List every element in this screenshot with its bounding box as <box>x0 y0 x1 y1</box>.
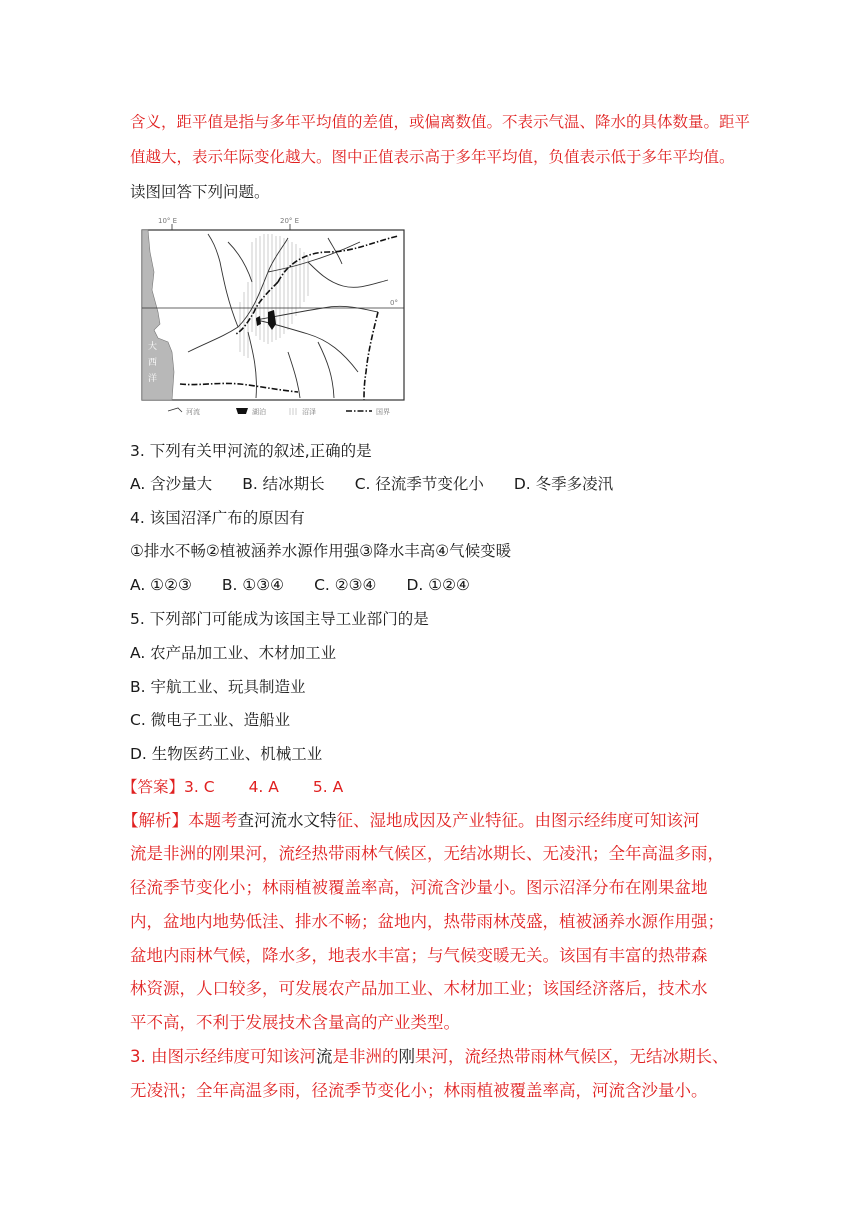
q3-option-a: A. 含沙量大 <box>130 475 213 493</box>
answer-tag: 【答案】 <box>122 778 185 796</box>
q5-option-b: B. 宇航工业、玩具制造业 <box>130 678 306 696</box>
legend-lake: 湖泊 <box>252 408 266 416</box>
answer-5: 5. A <box>312 778 344 796</box>
q3-options <box>130 472 613 496</box>
q5-stem: 5. 下列部门可能成为该国主导工业部门的是 <box>130 610 429 628</box>
q4-stem: 4. 该国沼泽广布的原因有 <box>130 509 305 527</box>
q5-option-a: A. 农产品加工业、木材加工业 <box>130 644 337 662</box>
analysis-line-3: 径流季节变化小；林雨植被覆盖率高，河流含沙量小。图示沼泽分布在刚果盆地 <box>130 878 708 897</box>
q3-option-d: D. 冬季多凌汛 <box>513 475 614 493</box>
reading-prompt: 读图回答下列问题。 <box>130 183 270 201</box>
map-legend <box>168 407 390 416</box>
analysis-text-1c: 征、湿地成因及产业特征。由图示经纬度可知该河 <box>336 811 700 830</box>
analysis-line-5: 盆地内雨林气候，降水多，地表水丰富；与气候变暖无关。该国有丰富的热带森 <box>130 946 708 965</box>
q3-option-b: B. 结冰期长 <box>242 475 325 493</box>
q5-option-c: C. 微电子工业、造船业 <box>130 711 291 729</box>
q4-option-a: A. ①②③ <box>130 576 192 594</box>
analysis-line-4: 内，盆地内地势低洼、排水不畅；盆地内，热带雨林茂盛，植被涵养水源作用强； <box>130 912 724 931</box>
analysis-text-1a: 本题考 <box>188 811 238 830</box>
analysis-tag: 【解析】 <box>122 811 188 830</box>
legend-swamp: 沼泽 <box>302 408 316 416</box>
explain3-text-1a: 3. 由图示经纬度可知该河 <box>130 1047 316 1066</box>
lon-label-20e: 20° E <box>280 217 300 225</box>
ocean-char-3: 洋 <box>148 374 158 384</box>
q3-stem: 3. 下列有关甲河流的叙述,正确的是 <box>130 442 372 460</box>
national-border <box>180 236 398 400</box>
ocean-char-2: 西 <box>148 358 158 368</box>
explain3-text-1e: 果河，流经热带雨林气候区，无结冰期长、 <box>415 1047 729 1066</box>
analysis-line-7: 平不高，不利于发展技术含量高的产业类型。 <box>130 1013 460 1032</box>
analysis-line-1 <box>122 809 700 833</box>
q4-options <box>130 573 470 597</box>
q4-items: ①排水不畅②植被涵养水源作用强③降水丰高④气候变暖 <box>130 542 512 560</box>
intro-line-1: 含义，距平值是指与多年平均值的差值，或偏离数值。不表示气温、降水的具体数量。距平 <box>130 113 751 131</box>
legend-border: 国界 <box>376 408 390 416</box>
q4-option-c: C. ②③④ <box>314 576 377 594</box>
lake-1 <box>268 310 276 330</box>
explain3-line-2: 无凌汛；全年高温多雨，径流季节变化小；林雨植被覆盖率高，河流含沙量小。 <box>130 1081 708 1100</box>
ocean-area <box>142 230 174 400</box>
analysis-text-1b: 查河流水文特 <box>237 811 337 830</box>
intro-line-2: 值越大，表示年际变化越大。图中正值表示高于多年平均值，负值表示低于多年平均值。 <box>130 148 735 166</box>
lon-label-10e: 10° E <box>158 217 178 225</box>
congo-basin-map <box>128 212 410 422</box>
analysis-line-2: 流是非洲的刚果河，流经热带雨林气候区，无结冰期长、无凌汛；全年高温多雨， <box>130 844 724 863</box>
q4-option-d: D. ①②④ <box>406 576 470 594</box>
map-figure <box>128 212 410 422</box>
equator-label: 0° <box>390 299 398 307</box>
answer-4: 4. A <box>248 778 279 796</box>
legend-river: 河流 <box>186 408 200 416</box>
q5-option-d: D. 生物医药工业、机械工业 <box>130 745 323 763</box>
explain3-text-1d: 刚 <box>398 1047 415 1066</box>
explain3-text-1b: 流 <box>316 1047 333 1066</box>
answer-3: 3. C <box>184 778 215 796</box>
analysis-line-6: 林资源，人口较多，可发展农产品加工业、木材加工业；该国经济落后，技术水 <box>130 979 708 998</box>
ocean-char-1: 大 <box>148 342 158 352</box>
q3-option-c: C. 径流季节变化小 <box>354 475 484 493</box>
answer-line <box>122 775 343 799</box>
explain3-line-1 <box>130 1045 729 1069</box>
explain3-text-1c: 是非洲的 <box>332 1047 399 1066</box>
q4-option-b: B. ①③④ <box>221 576 285 594</box>
